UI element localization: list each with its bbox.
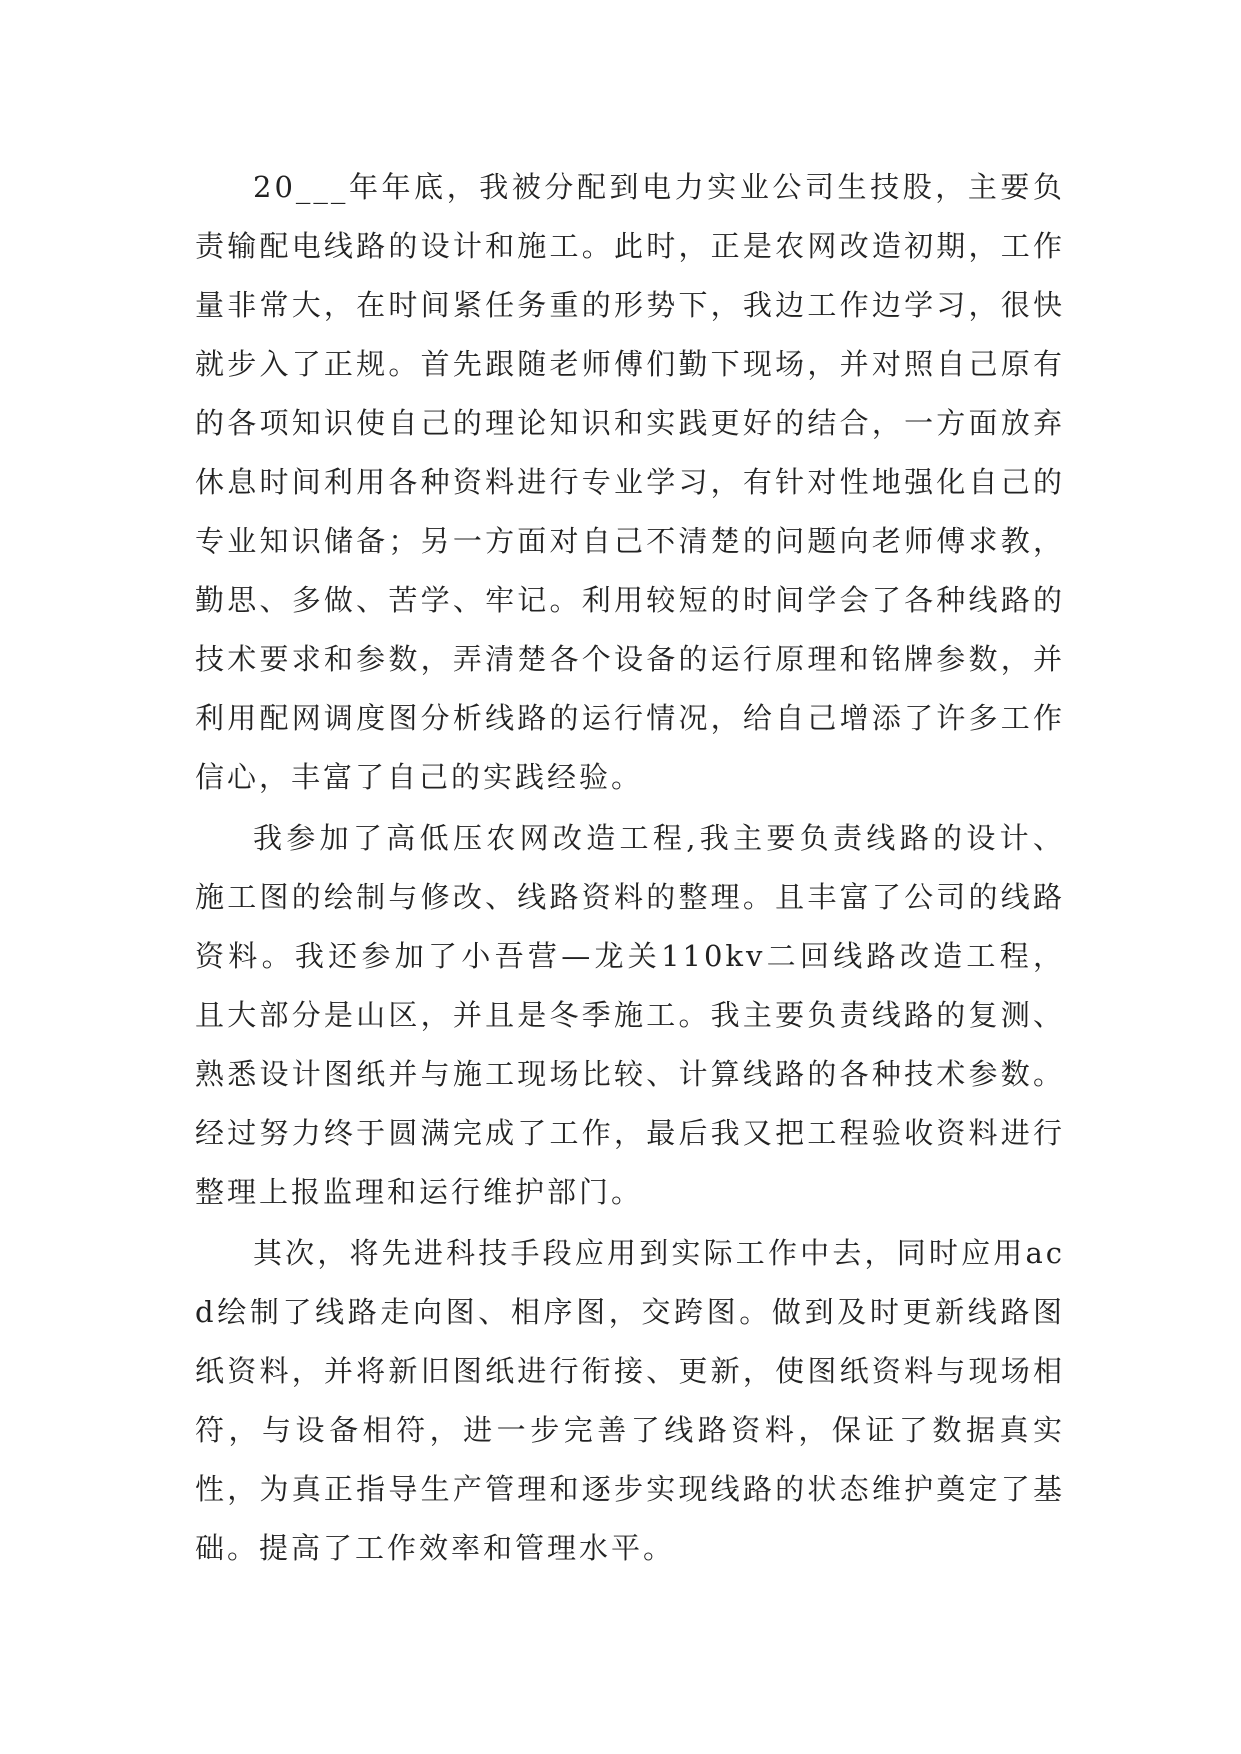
paragraph-1: 20___年年底，我被分配到电力实业公司生技股，主要负责输配电线路的设计和施工。此时，正是农网改造初期，工作量非常大，在时间紧任务重的形势下，我边工作边学习，很快就步入了正规。首先跟随老师傅们勤下现场，并对照自己原有的各项知识使自己的理论知识和实践更好的结合，一方面放弃休息时间利用各种资料进行专业学习，有针对性地强化自己的专业知识储备；另一方面对自己不清楚的问题向老师傅求教，勤思、多做、苦学、牢记。利用较短的时间学会了各种线路的技术要求和参数，弄清楚各个设备的运行原理和铭牌参数，并利用配网调度图分析线路的运行情况，给自己增添了许多工作信心，丰富了自己的实践经验。: [195, 170, 1065, 794]
document-body: [195, 158, 1065, 1578]
paragraph-3: 其次，将先进科技手段应用到实际工作中去，同时应用acd绘制了线路走向图、相序图，交跨图。做到及时更新线路图纸资料，并将新旧图纸进行衔接、更新，使图纸资料与现场相符，与设备相符，进一步完善了线路资料，保证了数据真实性，为真正指导生产管理和逐步实现线路的状态维护奠定了基础。提高了工作效率和管理水平。: [195, 1236, 1065, 1565]
paragraph-2: 我参加了高低压农网改造工程,我主要负责线路的设计、施工图的绘制与修改、线路资料的整理。且丰富了公司的线路资料。我还参加了小吾营—龙关110kv二回线路改造工程，且大部分是山区，并且是冬季施工。我主要负责线路的复测、熟悉设计图纸并与施工现场比较、计算线路的各种技术参数。经过努力终于圆满完成了工作，最后我又把工程验收资料进行整理上报监理和运行维护部门。: [195, 821, 1065, 1209]
